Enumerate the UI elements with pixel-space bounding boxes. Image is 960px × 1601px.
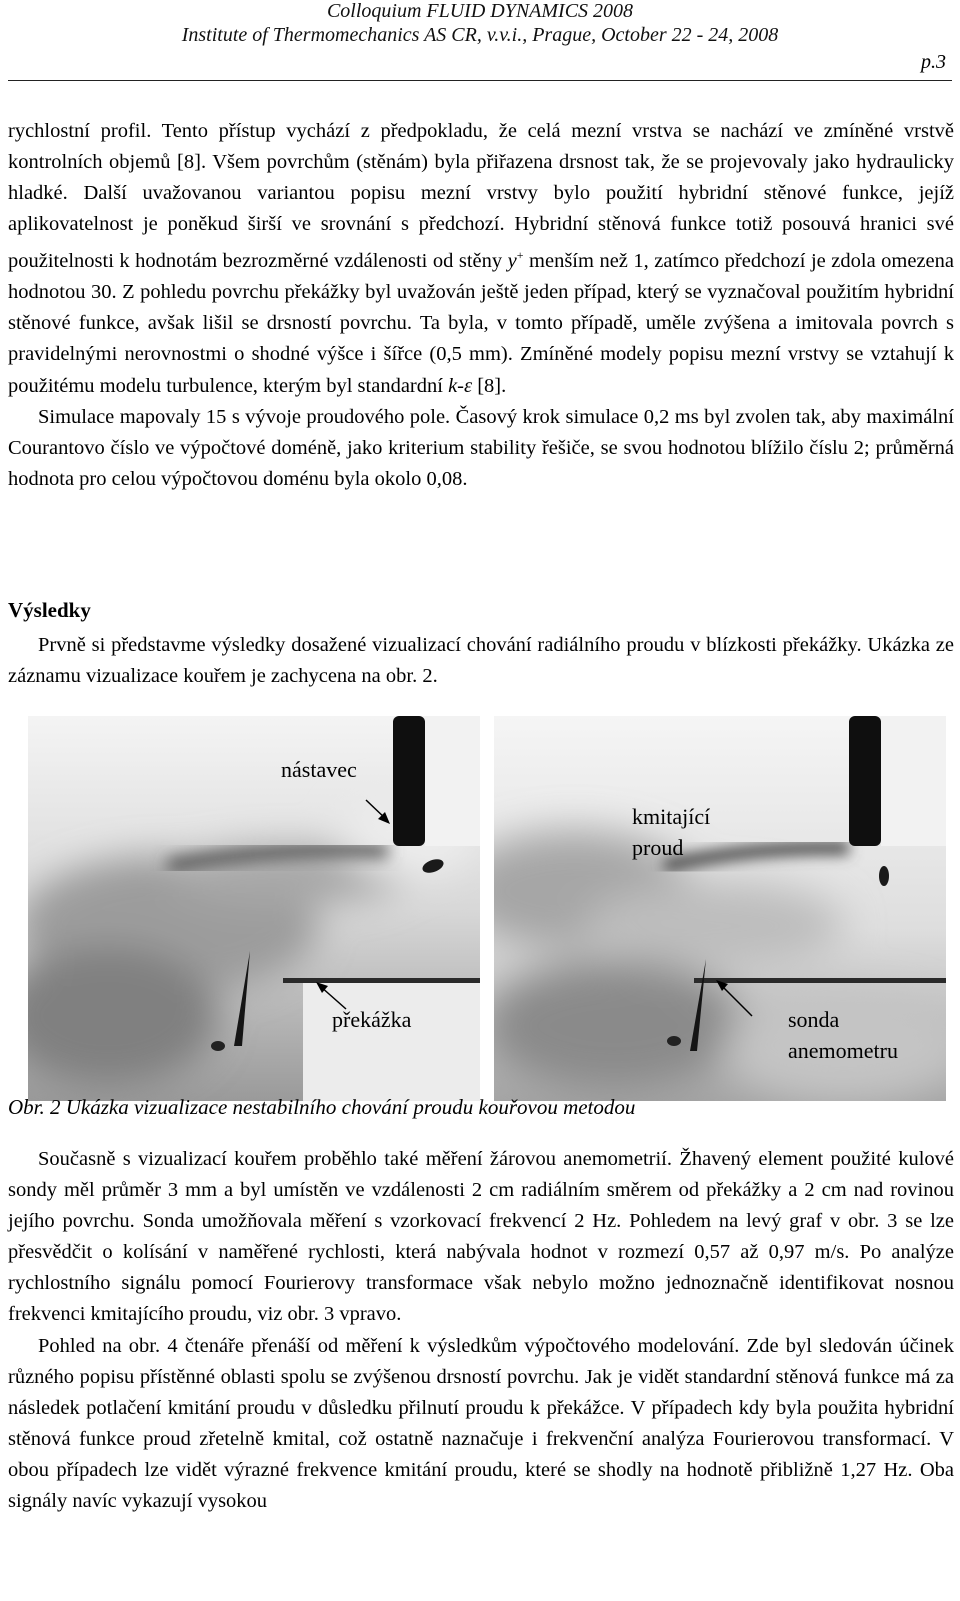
section-heading-results: Výsledky <box>8 598 91 622</box>
page-number: p.3 <box>921 51 946 73</box>
symbol-plus: + <box>516 248 524 263</box>
smoke-photo-right <box>494 716 946 1101</box>
label-sonda-anemometru: sonda anemometru <box>788 1007 898 1063</box>
label-nastavec: nástavec <box>281 757 357 782</box>
figure-caption: Obr. 2 Ukázka vizualizace nestabilního chování proudu kouřovou metodou <box>8 1095 636 1119</box>
paragraph-anemometry: Současně s vizualizací kouřem proběhlo také měření žárovou anemometrií. Žhavený element použité kulové sondy měl průměr 3 mm a byl umístěn ve vzdálenosti 2 cm radiálním směrem od překážky a 2 cm nad rovinou jejího povrchu. Sonda umožňovala měření s vzorkovací frekvencí 2 Hz. Pohledem na levý graf v obr. 3 se lze přesvědčit o kolísání v naměřené rychlosti, která nabývala hodnot v rozmezí 0,57 až 0,97 m/s. Po analýze rychlostního signálu pomocí Fourierovy transformace však nebylo možno jednoznačně identifikovat nosnou frekvenci kmitajícího proudu, viz obr. 3 vpravo. <box>8 1148 954 1326</box>
figure-smoke-visualization <box>28 716 946 1101</box>
smoke-photo-left-image <box>28 716 480 1101</box>
paragraph-boundary-layer: rychlostní profil. Tento přístup vychází z předpokladu, že celá mezní vrstva se nachází ve zmíněné vrstvě kontrolních objemů [8]. Všem povrchům (stěnám) byla přiřazena drsnost tak, že se projevovaly jako hydraulicky hladké. Další uvažovanou variantou popisu mezní vrstvy bylo použití hybridní stěnové funkce, jejíž aplikovatelnost je poněkud širší ve srovnání s předchozí. Hybridní stěnová funkce totiž posouvá hranici své použitelnosti k hodnotám bezrozměrné vzdálenosti od stěny y+ menším než 1, zatímco předchozí je zdola omezena hodnotou 30. Z pohledu povrchu překážky byl uvažován ještě jeden případ, který se vyznačoval použitím hybridní stěnové funkce, avšak lišil se drsností povrchu. Ta byla, v tomto případě, uměle zvýšena a imitovala povrch s pravidelnými nerovnostmi o shodné výšce i šířce (0,5 mm). Zmíněné modely popisu mezní vrstvy se vztahují k použitému modelu turbulence, kterým byl standardní k-ε [8]. <box>8 120 955 397</box>
symbol-y: y <box>507 250 517 273</box>
paragraph-visualization: Prvně si představme výsledky dosažené vizualizací chování radiálního proudu v blízkosti překážky. Ukázka ze záznamu vizualizace kouřem je zachycena na obr. 2. <box>8 634 954 688</box>
text-block-bottom <box>8 1144 954 1517</box>
label-prekazka: překážka <box>332 1007 412 1032</box>
label-kmitajici: kmitající proud <box>632 804 711 860</box>
header-rule <box>8 80 952 81</box>
paragraph-simulation: Simulace mapovaly 15 s vývoje proudového pole. Časový krok simulace 0,2 ms byl zvolen tak, aby maximální Courantovo číslo ve výpočtové doméně, jako kriterium stability řešiče, se svou hodnotou blížilo číslu 2; průměrná hodnota pro celou výpočtovou doménu byla okolo 0,08. <box>8 405 954 490</box>
model-k-epsilon: k-ε <box>448 374 473 397</box>
header-institute: Institute of Thermomechanics AS CR, v.v.i., Prague, October 22 - 24, 2008 <box>181 24 779 46</box>
text-block-results <box>8 630 954 692</box>
paragraph-modeling: Pohled na obr. 4 čtenáře přenáší od měření k výsledkům výpočtového modelování. Zde byl sledován účinek různého popisu přístěnné oblasti spolu se zvýšenou drsností povrchu. Jak je vidět standardní stěnová funkce má za následek potlačení kmitání proudu v důsledku přilnutí proudu k překážce. V případech kdy byla použita hybridní stěnová funkce proud zřetelně kmital, což ostatně naznačuje i frekvenční analýza Fourierovou transformací. V obou případech lze vidět výrazné frekvence kmitání proudu, které se shodly na hodnotě přibližně 1,27 Hz. Oba signály navíc vykazují vysokou <box>8 1334 954 1513</box>
text-block-top <box>8 116 954 495</box>
smoke-photo-left <box>28 716 480 1101</box>
header-conference: Colloquium FLUID DYNAMICS 2008 <box>326 0 634 22</box>
